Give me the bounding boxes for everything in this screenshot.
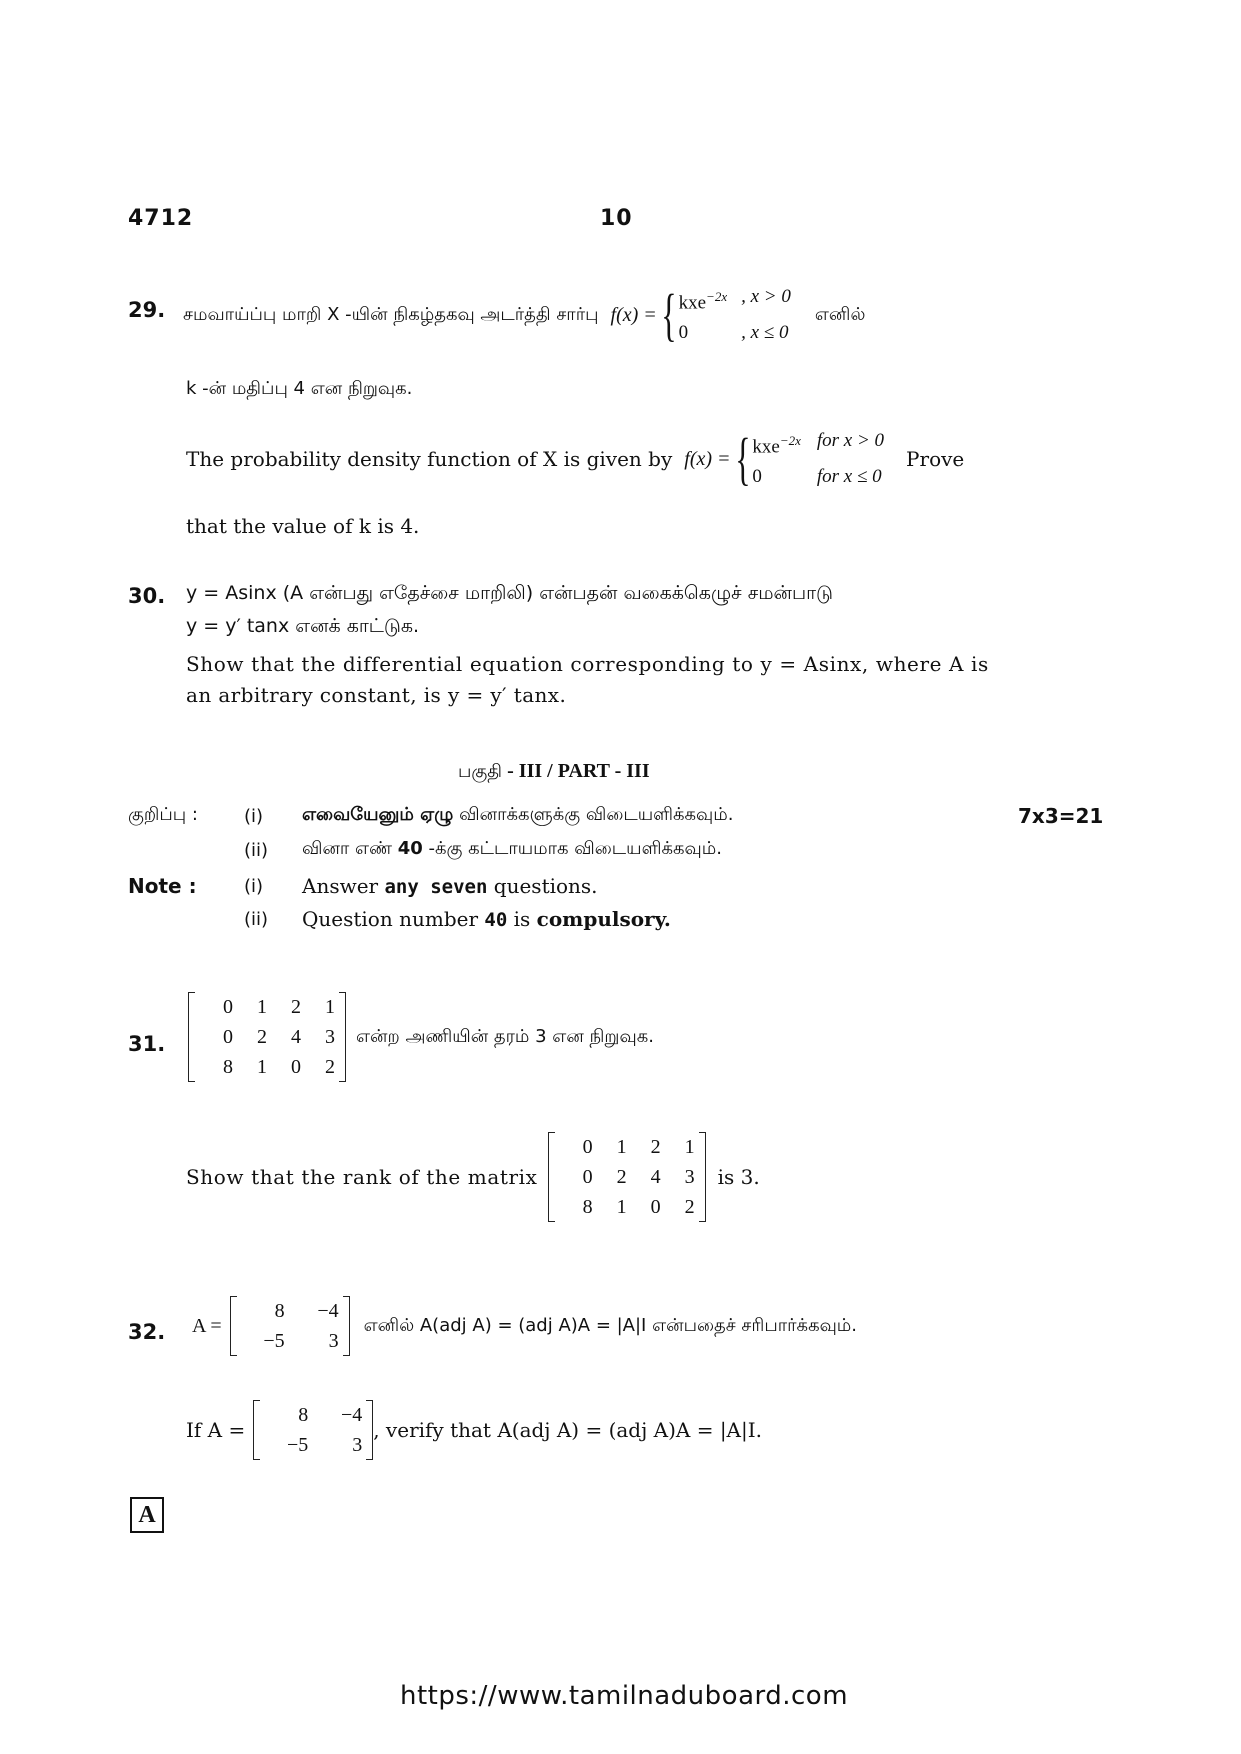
q32-en-matrix-cell: −5 [286, 1434, 309, 1456]
question-32-english [186, 1400, 762, 1460]
q31-tamil-matrix-cell: 0 [223, 996, 233, 1018]
q31-en-matrix-cell: 1 [616, 1196, 627, 1218]
question-31-number: 31. [128, 1032, 166, 1056]
q30-en-line2: an arbitrary constant, is y = y′ tanx. [186, 683, 567, 707]
note-item-1 [302, 804, 733, 827]
q32-en-matrix-cell: 8 [298, 1404, 309, 1426]
q31-tamil-matrix-cell: 2 [325, 1056, 335, 1078]
paper-code: 4712 [128, 206, 194, 231]
note-item-3-text: questions. [493, 874, 598, 898]
q31-tamil-matrix-cell: 2 [257, 1026, 267, 1048]
q32-en-pre: If A = [186, 1418, 246, 1442]
note-item-4-mid: is [513, 907, 531, 931]
q31-tamil-matrix-cell: 3 [325, 1026, 335, 1048]
q31-tamil-matrix-cell: 2 [291, 996, 301, 1018]
q31-en-post: is 3. [717, 1165, 760, 1189]
q32-a-label: A = [192, 1314, 222, 1337]
q31-tamil-matrix-cell: 0 [223, 1026, 233, 1048]
q29-en-case1-expr: kxe [752, 436, 780, 458]
question-30-number: 30. [128, 584, 166, 608]
question-31-english [186, 1132, 760, 1222]
part-heading-rest: - III / PART - III [507, 760, 650, 782]
q31-en-matrix-cell: 3 [684, 1166, 695, 1188]
q29-en-suffix: Prove [906, 447, 965, 471]
question-29-number: 29. [128, 298, 166, 322]
q29-tamil-suffix: எனில் [814, 303, 866, 325]
q29-en-line2: that the value of k is 4. [186, 514, 420, 538]
q30-tamil-line2: y = y′ tanx எனக் காட்டுக. [186, 615, 420, 637]
q31-tamil-matrix-cell: 1 [257, 996, 267, 1018]
note-item-2-bold: 40 [397, 838, 423, 859]
q31-en-pre: Show that the rank of the matrix [186, 1165, 538, 1189]
part-heading [458, 760, 650, 784]
note-tamil-label: குறிப்பு : [128, 804, 198, 825]
note-item-1-bold: எவையேனும் ஏழு [302, 804, 454, 825]
q32-en-post: , verify that A(adj A) = (adj A)A = |A|I. [373, 1418, 762, 1442]
q31-tamil-matrix-cell: 0 [291, 1056, 301, 1078]
q32-tamil-matrix-cell: −4 [317, 1300, 339, 1322]
question-29-english [186, 424, 964, 494]
q29-en-case1-exp: −2x [779, 432, 801, 448]
footer-url[interactable]: https://www.tamilnaduboard.com [400, 1681, 849, 1711]
q29-tamil-piecewise [657, 282, 805, 348]
q31-en-matrix-cell: 0 [582, 1136, 593, 1158]
q32-en-matrix-cell: −4 [340, 1404, 363, 1426]
q31-tamil-matrix-grid [195, 992, 339, 1082]
q29-tamil-fx: f(x) = [610, 303, 657, 326]
q29-tamil-case1-expr: kxe [678, 292, 707, 314]
note-item-1-num: (i) [244, 806, 264, 827]
q29-tamil-case1-cond: , x > 0 [741, 285, 791, 307]
question-31-tamil [188, 992, 654, 1082]
q29-tamil-case1-exp: −2x [706, 288, 728, 304]
q32-tamil-matrix [230, 1296, 350, 1356]
note-item-3 [302, 870, 598, 903]
q29-en-fx: f(x) = [684, 447, 731, 470]
q32-tamil-matrix-cell: −5 [263, 1330, 285, 1352]
q31-en-matrix [548, 1132, 706, 1222]
note-item-4 [302, 903, 671, 936]
marks-allocation: 7x3=21 [1018, 804, 1104, 828]
q31-tamil-text: என்ற அணியின் தரம் 3 என நிறுவுக. [356, 1025, 654, 1047]
q31-tamil-matrix-cell: 8 [223, 1056, 233, 1078]
q29-en-case2-cond: for x ≤ 0 [816, 466, 882, 488]
q31-en-matrix-cell: 4 [650, 1166, 661, 1188]
note-item-2 [302, 838, 722, 861]
note-item-3-pre: Answer [302, 874, 379, 898]
q32-tamil-matrix-cell: 8 [274, 1300, 285, 1322]
left-brace-icon: { [734, 425, 751, 491]
q31-en-matrix-grid [555, 1132, 699, 1222]
part-heading-tamil: பகுதி [458, 761, 503, 782]
note-item-4-num: (ii) [244, 909, 269, 930]
q29-tamil-line2: k -ன் மதிப்பு 4 என நிறுவுக. [186, 378, 413, 399]
question-32-number: 32. [128, 1320, 166, 1344]
q29-en-piecewise [731, 426, 901, 492]
q31-en-matrix-cell: 2 [650, 1136, 661, 1158]
note-item-1-text: வினாக்களுக்கு விடையளிக்கவும். [459, 804, 734, 825]
q31-tamil-matrix-cell: 1 [257, 1056, 267, 1078]
question-32-tamil [192, 1296, 857, 1356]
q31-tamil-matrix-cell: 1 [325, 996, 335, 1018]
q31-en-matrix-cell: 2 [616, 1166, 627, 1188]
page-number: 10 [600, 206, 633, 231]
q31-tamil-matrix [188, 992, 346, 1082]
note-item-4-pre: Question number [302, 907, 479, 931]
note-item-3-num: (i) [244, 876, 264, 897]
q32-tamil-matrix-grid [237, 1296, 343, 1356]
q32-tamil-text: எனில் A(adj A) = (adj A)A = |A|I என்பதைச் சரிபார்க்கவும். [363, 1314, 858, 1336]
q30-tamil-line1: y = Asinx (A என்பது எதேச்சை மாறிலி) என்பதன் வகைக்கெழுச் சமன்பாடு [186, 582, 833, 604]
q31-tamil-matrix-cell: 4 [291, 1026, 301, 1048]
q31-en-matrix-cell: 0 [650, 1196, 661, 1218]
q31-en-matrix-cell: 8 [582, 1196, 593, 1218]
q30-en-line1: Show that the differential equation corresponding to y = Asinx, where A is [186, 652, 989, 676]
question-29-tamil [183, 280, 865, 350]
note-item-2-num: (ii) [244, 840, 269, 861]
q29-tamil-case2-cond: , x ≤ 0 [741, 322, 789, 344]
q32-en-matrix [253, 1400, 373, 1460]
q32-en-matrix-cell: 3 [352, 1434, 363, 1456]
q31-en-matrix-cell: 1 [616, 1136, 627, 1158]
q29-tamil-text: சமவாய்ப்பு மாறி X -யின் நிகழ்தகவு அடர்த்தி சார்பு [183, 303, 599, 325]
q29-en-text: The probability density function of X is given by [186, 447, 673, 471]
page-marker-box: A [130, 1497, 164, 1533]
q29-en-case2-expr: 0 [752, 466, 762, 488]
note-item-2-pre: வினா எண் [302, 838, 393, 859]
note-item-4-bold2: compulsory. [536, 907, 671, 931]
q31-en-matrix-cell: 1 [684, 1136, 695, 1158]
q31-en-matrix-cell: 2 [684, 1196, 695, 1218]
q32-tamil-matrix-cell: 3 [328, 1330, 339, 1352]
left-brace-icon: { [661, 281, 677, 347]
note-en-label: Note : [128, 874, 197, 898]
note-item-3-bold: any seven [384, 876, 488, 898]
q31-en-matrix-cell: 0 [582, 1166, 593, 1188]
q29-tamil-case2-expr: 0 [678, 322, 689, 344]
note-item-2-text: -க்கு கட்டாயமாக விடையளிக்கவும். [428, 838, 722, 859]
q32-en-matrix-grid [260, 1400, 366, 1460]
q29-en-case1-cond: for x > 0 [816, 429, 885, 451]
note-item-4-bold: 40 [484, 909, 508, 931]
